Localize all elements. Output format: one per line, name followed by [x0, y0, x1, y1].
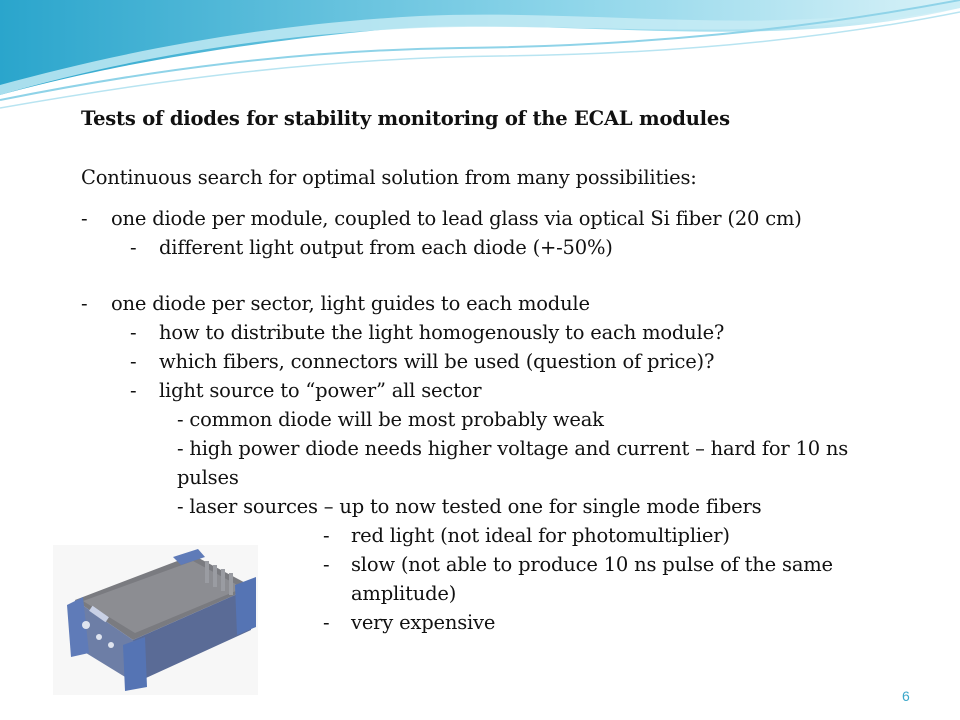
- bullet-dash: -: [130, 236, 137, 259]
- laser-item-2-cont: amplitude): [351, 582, 457, 605]
- sub-item-b-cont: pulses: [177, 466, 239, 489]
- slide-title: Tests of diodes for stability monitoring of the ECAL modules: [81, 107, 730, 130]
- bullet-dash: -: [130, 321, 137, 344]
- bullet-1-1: different light output from each diode (+-50%): [159, 236, 613, 259]
- header-wave: [0, 0, 960, 120]
- bullet-2: one diode per sector, light guides to each module: [111, 292, 590, 315]
- bullet-dash: -: [323, 524, 330, 547]
- bullet-dash: -: [81, 207, 88, 230]
- sub-item-b: - high power diode needs higher voltage and current – hard for 10 ns: [177, 437, 849, 460]
- page-number: 6: [902, 688, 910, 704]
- bullet-2-1: how to distribute the light homogenously to each module?: [159, 321, 725, 344]
- bullet-dash: -: [323, 611, 330, 634]
- laser-device-photo: [53, 545, 258, 695]
- bullet-2-3: light source to “power” all sector: [159, 379, 482, 402]
- laser-item-1: red light (not ideal for photomultiplier): [351, 524, 730, 547]
- sub-item-c: - laser sources – up to now tested one for single mode fibers: [177, 495, 762, 518]
- bullet-1: one diode per module, coupled to lead glass via optical Si fiber (20 cm): [111, 207, 802, 230]
- laser-item-2: slow (not able to produce 10 ns pulse of the same: [351, 553, 833, 576]
- bullet-dash: -: [81, 292, 88, 315]
- bullet-2-2: which fibers, connectors will be used (question of price)?: [159, 350, 715, 373]
- bullet-dash: -: [130, 379, 137, 402]
- bullet-dash: -: [323, 553, 330, 576]
- intro-text: Continuous search for optimal solution from many possibilities:: [81, 166, 697, 189]
- bullet-dash: -: [130, 350, 137, 373]
- laser-item-3: very expensive: [351, 611, 496, 634]
- sub-item-a: - common diode will be most probably weak: [177, 408, 604, 431]
